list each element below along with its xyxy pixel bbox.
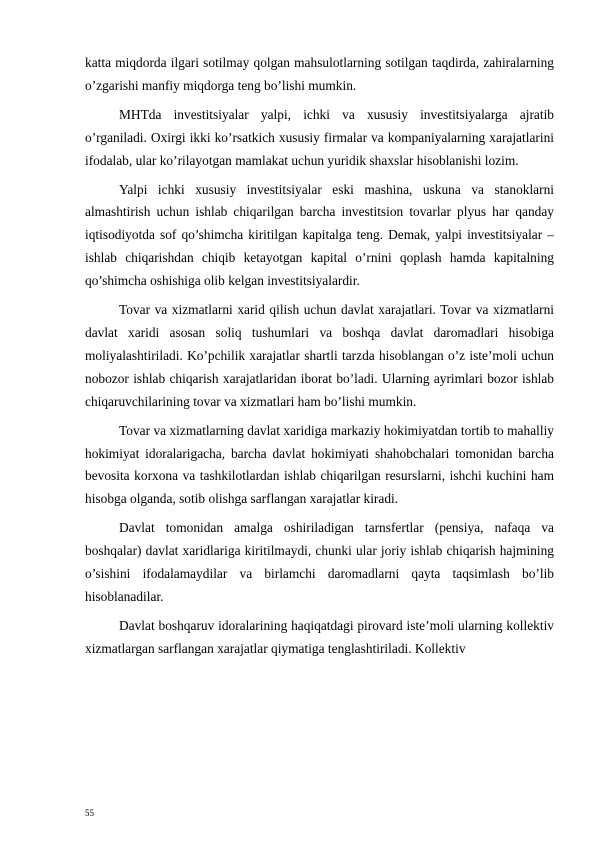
paragraph-investments-types: MHTda investitsiyalar yalpi, ichki va xususiy investitsiyalarga ajratib o’rganiladi. Oxirgi ikki ko’rsatkich xususiy firmalar va kompaniyalarning xarajatlarini ifodalab, ular ko’rilayotgan mamlakat uchun yuridik shaxslar hisoblanishi lozim. <box>85 106 554 168</box>
page-number: 55 <box>85 808 94 818</box>
paragraph-continuation: katta miqdorda ilgari sotilmay qolgan mahsulotlarning sotilgan taqdirda, zahiralarning o’zgarishi manfiy miqdorga teng bo’lishi mumkin. <box>85 55 554 93</box>
paragraph-government-purchases-scope: Tovar va xizmatlarning davlat xaridiga markaziy hokimiyatdan tortib to mahalliy hokimiyat idoralarigacha, barcha davlat hokimiyati shahobchalari tomonidan barcha bevosita korxona va tashkilotlardan ishlab chiqarilgan resurslarni, ishchi kuchini ham hisobga olganda, sotib olishga sarflangan xarajatlar kiradi. <box>85 422 554 507</box>
paragraph-collective-consumption: Davlat boshqaruv idoralarining haqiqatdagi pirovard iste’moli ularning kollektiv xizmatlargan sarflangan xarajatlar qiymatiga tenglashtiriladi. Kollektiv <box>85 617 554 656</box>
document-page <box>85 52 554 661</box>
paragraph-gross-investment: Yalpi ichki xususiy investitsiyalar eski mashina, uskuna va stanoklarni almashtirish uchun ishlab chiqarilgan barcha investitsion tovarlar plyus har qanday iqtisodiyotda sof qo’shimcha kiritilgan kapitalga teng. Demak, yalpi investitsiyalar – ishlab chiqarishdan chiqib ketayotgan kapital o’rnini qoplash hamda kapitalning qo’shimcha oshishiga olib kelgan investitsiyalardir. <box>85 181 554 289</box>
paragraph-transfers: Davlat tomonidan amalga oshiriladigan tarnsfertlar (pensiya, nafaqa va boshqalar) davlat xaridlariga kiritilmaydi, chunki ular joriy ishlab chiqarish hajmining o’sishini ifodalamaydilar va birlamchi daromadlarni qayta taqsimlash bo’lib hisoblanadilar. <box>85 520 554 604</box>
paragraph-government-purchases: Tovar va xizmatlarni xarid qilish uchun davlat xarajatlari. Tovar va xizmatlarni davlat xaridi asosan soliq tushumlari va boshqa davlat daromadlari hisobiga moliyalashtiriladi. Ko’pchilik xarajatlar shartli tarzda hisoblangan o’z iste’moli uchun nobozor ishlab chiqarish xarajatlaridan iborat bo’ladi. Ularning ayrimlari bozor ishlab chiqaruvchilarining tovar va xizmatlari ham bo’lishi mumkin. <box>85 302 554 409</box>
